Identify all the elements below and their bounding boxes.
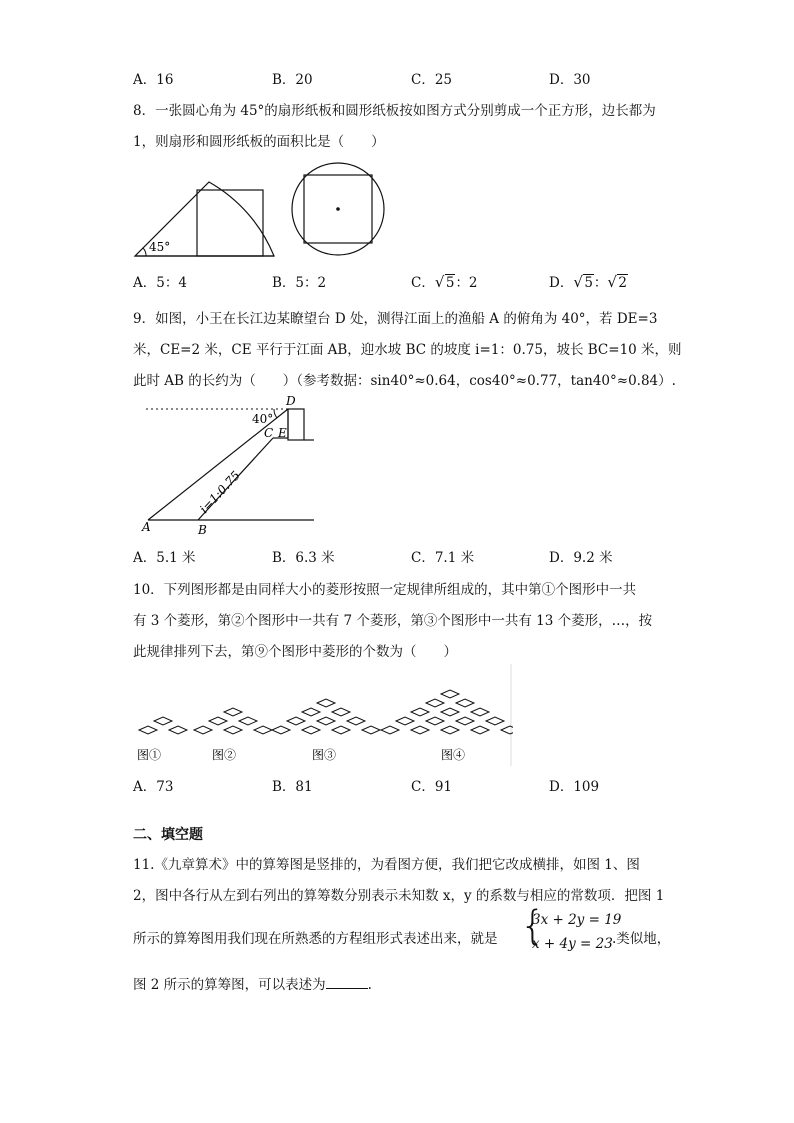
q9-text-line3: 此时 AB 的长约为（ ）（参考数据：sin40°≈0.64，cos40°≈0.77，tan40°≈0.84）. [133, 373, 676, 389]
fig2-rhombus [194, 726, 212, 734]
fig3-rhombus [302, 726, 320, 734]
fig2-rhombus [254, 726, 272, 734]
q10-option-c[interactable]: C．91 [411, 779, 453, 795]
q10-option-d[interactable]: D．109 [549, 779, 600, 795]
label-slope: i=1:0.75 [196, 468, 243, 517]
fig1-rhombus [169, 726, 187, 734]
sqrt-2: √ 2 [607, 273, 628, 291]
fig3-rhombus [272, 726, 290, 734]
fig4-rhombus [426, 699, 444, 707]
fig4-rhombus [486, 717, 504, 725]
fig4-rhombus [426, 717, 444, 725]
fig3-rhombus [287, 717, 305, 725]
q10-option-a[interactable]: A．73 [133, 779, 174, 795]
q9-text-line2: 米，CE=2 米，CE 平行于江面 AB，迎水坡 BC 的坡度 i=1：0.75，坡长 BC=10 米，则 [133, 342, 682, 358]
q11-line4-text: 图 2 所示的算筹图，可以表述为 [133, 977, 326, 993]
fig4-rhombus [396, 717, 414, 725]
fig3-rhombus [317, 699, 335, 707]
q8-text-line2: 1，则扇形和圆形纸板的面积比是（ ） [133, 134, 385, 150]
q7-option-a[interactable]: A．16 [133, 72, 174, 88]
q7-option-c[interactable]: C．25 [411, 72, 453, 88]
q9-embankment-figure [138, 392, 323, 542]
q8-option-c-suffix: ：2 [455, 275, 478, 291]
q7-option-d[interactable]: D．30 [549, 72, 591, 88]
label-C: C [264, 426, 274, 440]
q8-sector-figure [128, 152, 288, 262]
fig4-rhombus [411, 708, 429, 716]
q11-text-line2: 2，图中各行从左到右列出的算筹数分别表示未知数 x，y 的系数与相应的常数项．把图 1 [133, 888, 665, 904]
q8-text-line1: 8．一张圆心角为 45°的扇形纸板和圆形纸板按如图方式分别剪成一个正方形，边长都为 [133, 103, 656, 119]
fig4-rhombus [471, 708, 489, 716]
fig-label-1: 图① [137, 748, 162, 762]
fig3-rhombus [362, 726, 380, 734]
q8-circle-figure [290, 160, 390, 260]
fig4-rhombus [441, 726, 459, 734]
label-angle-40: 40° [252, 412, 274, 426]
label-B: B [198, 523, 207, 537]
q11-text-line1: 11.《九章算术》中的算筹图是竖排的，为看图方便，我们把它改成横排，如图 1、图 [133, 857, 640, 873]
q10-text-line2: 有 3 个菱形，第②个图形中一共有 7 个菱形，第③个图形中一共有 13 个菱形，…，按 [133, 613, 653, 629]
fig4-rhombus [471, 726, 489, 734]
fig4-rhombus [411, 726, 429, 734]
section-title: 二、填空题 [133, 827, 203, 843]
q9-option-c[interactable]: C．7.1 米 [411, 550, 475, 566]
equation-1: 3x + 2y = 19 [532, 912, 622, 928]
label-A: A [142, 520, 151, 534]
q10-option-b[interactable]: B．81 [272, 779, 313, 795]
fig4-rhombus [381, 726, 399, 734]
equation-2: x + 4y = 23 [532, 936, 613, 952]
fig-label-2: 图② [212, 748, 237, 762]
q8-option-c[interactable] [411, 271, 478, 291]
q8-option-d-prefix: D． [549, 275, 574, 291]
sqrt-5: √ 5 [434, 273, 455, 291]
fig2-rhombus [209, 717, 227, 725]
watchtower [288, 409, 304, 440]
q8-option-b[interactable]: B．5：2 [272, 275, 327, 291]
angle-arc [143, 248, 146, 256]
fig2-rhombus [224, 708, 242, 716]
q11-text-line3-prefix: 所示的算筹图用我们现在所熟悉的方程组形式表述出来，就是 [133, 931, 498, 947]
q9-text-line1: 9．如图，小王在长江边某瞭望台 D 处，测得江面上的渔船 A 的俯角为 40°，若 DE=3 [133, 311, 658, 327]
q10-text-line1: 10．下列图形都是由同样大小的菱形按照一定规律所组成的，其中第①个图形中一共 [133, 582, 637, 598]
circle-center-dot [336, 207, 340, 211]
angle-arc-40 [274, 409, 277, 418]
q11-text-line3-suffix: .类似地， [612, 931, 671, 947]
q10-rhombus-figures [133, 664, 513, 766]
q9-option-d[interactable]: D．9.2 米 [549, 550, 613, 566]
q8-option-d[interactable] [549, 271, 628, 291]
fig3-rhombus [332, 708, 350, 716]
label-E: E [278, 426, 287, 440]
fig3-rhombus [317, 717, 335, 725]
fig4-rhombus [456, 717, 474, 725]
fig3-rhombus [332, 726, 350, 734]
equation-brace: { [520, 903, 546, 949]
q9-option-b[interactable]: B．6.3 米 [272, 550, 335, 566]
q11-text-line4: 图 2 所示的算筹图，可以表述为 . [133, 977, 372, 993]
fig4-rhombus [441, 690, 459, 698]
fig2-rhombus [224, 726, 242, 734]
answer-blank[interactable] [326, 976, 368, 989]
sector-square [197, 190, 263, 256]
fig4-rhombus [441, 708, 459, 716]
q8-option-d-mid: ： [593, 275, 608, 291]
fig1-rhombus [139, 726, 157, 734]
q7-option-b[interactable]: B．20 [272, 72, 313, 88]
fig3-rhombus [347, 717, 365, 725]
q8-option-a[interactable]: A．5：4 [133, 275, 187, 291]
fig4-rhombus [456, 699, 474, 707]
fig-label-4: 图④ [441, 748, 466, 762]
label-D: D [286, 394, 296, 408]
fig1-rhombus [154, 717, 172, 725]
q9-option-a[interactable]: A．5.1 米 [133, 550, 196, 566]
fig2-rhombus [239, 717, 257, 725]
sqrt-5: √ 5 [573, 273, 593, 291]
q8-option-c-prefix: C． [411, 275, 435, 291]
angle-label: 45° [149, 240, 171, 254]
fig-label-3: 图③ [312, 748, 337, 762]
fig3-rhombus [302, 708, 320, 716]
q10-text-line3: 此规律排列下去，第⑨个图形中菱形的个数为（ ） [133, 644, 457, 660]
